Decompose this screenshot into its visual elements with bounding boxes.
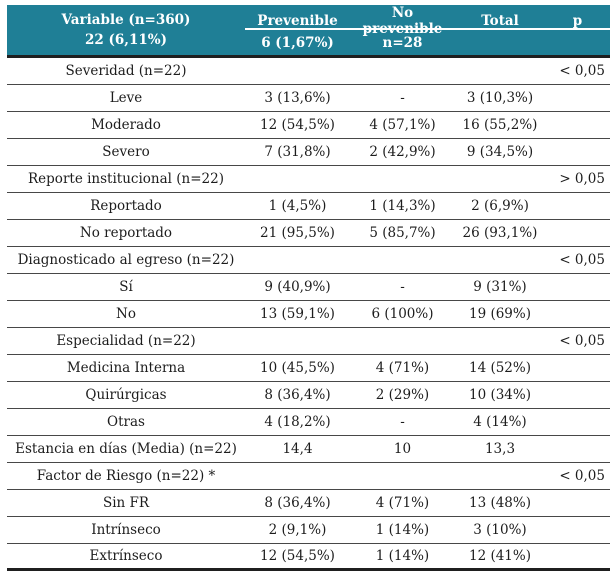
- table-row: [7, 544, 610, 571]
- cell-prevenible: 2 (9,1%): [268, 522, 327, 538]
- cell-total: 13 (48%): [468, 495, 531, 511]
- cell-p: < 0,05: [559, 333, 605, 349]
- row-label: Severidad (n=22): [65, 63, 187, 79]
- row-label: Reportado: [90, 198, 162, 214]
- header-subrow: [245, 30, 610, 55]
- table-row: [7, 382, 610, 409]
- cell-prevenible: 13 (59,1%): [260, 306, 335, 322]
- table-row: [7, 166, 610, 193]
- row-label: No reportado: [79, 225, 173, 241]
- table-row: [7, 490, 610, 517]
- table-row: [7, 436, 610, 463]
- header-column-labels: [245, 5, 610, 37]
- table-row: [7, 112, 610, 139]
- cell-prevenible: 12 (54,5%): [260, 548, 335, 564]
- cell-no-prevenible: 2 (29%): [375, 387, 430, 403]
- row-label: Reporte institucional (n=22): [28, 171, 224, 187]
- header-variable-line2: 22 (6,11%): [85, 32, 167, 48]
- table-row: [7, 328, 610, 355]
- cell-p: > 0,05: [559, 171, 605, 187]
- cell-p: < 0,05: [559, 468, 605, 484]
- table-row: [7, 193, 610, 220]
- cell-prevenible: 10 (45,5%): [260, 360, 335, 376]
- row-label: Especialidad (n=22): [56, 333, 196, 349]
- header-variable-line1: Variable (n=360): [61, 11, 191, 28]
- cell-total: 2 (6,9%): [471, 198, 529, 214]
- row-label: Extrínseco: [89, 548, 163, 564]
- cell-no-prevenible: 1 (14,3%): [369, 198, 436, 214]
- row-label: Estancia en días (Media) (n=22): [15, 441, 237, 457]
- cell-no-prevenible: -: [400, 279, 405, 295]
- row-label: Sin FR: [102, 495, 150, 511]
- table-row: [7, 58, 610, 85]
- cell-no-prevenible: -: [400, 414, 405, 430]
- cell-no-prevenible: 4 (71%): [375, 495, 430, 511]
- header-cell-variable: [7, 5, 245, 55]
- cell-no-prevenible: 2 (42,9%): [369, 144, 436, 160]
- cell-total: 10 (34%): [468, 387, 531, 403]
- cell-prevenible: 21 (95,5%): [260, 225, 335, 241]
- header-cell-total: Total: [481, 13, 519, 29]
- cell-total: 12 (41%): [468, 548, 531, 564]
- table-row: [7, 301, 610, 328]
- table-row: [7, 139, 610, 166]
- cell-prevenible: 7 (31,8%): [264, 144, 331, 160]
- cell-prevenible: 4 (18,2%): [264, 414, 331, 430]
- table-row: [7, 85, 610, 112]
- cell-total: 26 (93,1%): [462, 225, 538, 241]
- table-row: [7, 247, 610, 274]
- cell-no-prevenible: 1 (14%): [375, 522, 430, 538]
- preventability-table: [7, 5, 610, 571]
- cell-prevenible: 8 (36,4%): [264, 495, 331, 511]
- row-label: Leve: [109, 90, 143, 106]
- cell-total: 13,3: [484, 441, 516, 457]
- cell-total: 3 (10,3%): [466, 90, 534, 106]
- cell-total: 14 (52%): [468, 360, 531, 376]
- table-row: [7, 220, 610, 247]
- cell-no-prevenible: -: [400, 90, 405, 106]
- row-label: Sí: [119, 279, 133, 295]
- row-label: Medicina Interna: [66, 360, 186, 376]
- cell-prevenible: 3 (13,6%): [264, 90, 331, 106]
- cell-no-prevenible: 10: [393, 441, 412, 457]
- table-row: [7, 463, 610, 490]
- table-row: [7, 517, 610, 544]
- table-row: [7, 355, 610, 382]
- cell-total: 19 (69%): [468, 306, 531, 322]
- cell-p: < 0,05: [559, 252, 605, 268]
- table-row: [7, 274, 610, 301]
- header-cell-prevenible: Prevenible: [257, 13, 338, 29]
- row-label: Intrínseco: [91, 522, 161, 538]
- cell-total: 9 (31%): [473, 279, 527, 295]
- cell-total: 9 (34,5%): [466, 144, 534, 160]
- cell-total: 4 (14%): [473, 414, 527, 430]
- row-label: No: [116, 306, 136, 322]
- table-body: [7, 58, 610, 571]
- cell-no-prevenible: 5 (85,7%): [369, 225, 436, 241]
- header-subcell-prevenible: 6 (1,67%): [261, 34, 334, 51]
- cell-no-prevenible: 6 (100%): [371, 306, 434, 322]
- table-header: [7, 5, 610, 58]
- cell-total: 3 (10%): [473, 522, 527, 538]
- cell-no-prevenible: 1 (14%): [375, 548, 430, 564]
- row-label: Otras: [107, 414, 145, 430]
- row-label: Factor de Riesgo (n=22) *: [36, 468, 216, 484]
- row-label: Quirúrgicas: [85, 387, 167, 403]
- header-subcell-no-prevenible: n=28: [382, 34, 423, 51]
- cell-prevenible: 14,4: [282, 441, 313, 457]
- header-cell-p: p: [572, 13, 583, 29]
- row-label: Diagnosticado al egreso (n=22): [17, 252, 235, 268]
- header-right-block: [245, 5, 610, 55]
- row-label: Severo: [102, 144, 150, 160]
- cell-prevenible: 12 (54,5%): [260, 117, 335, 133]
- cell-prevenible: 1 (4,5%): [268, 198, 327, 214]
- header-cell-no-prevenible: No prevenible: [362, 5, 443, 37]
- cell-prevenible: 8 (36,4%): [264, 387, 331, 403]
- cell-p: < 0,05: [559, 63, 605, 79]
- cell-no-prevenible: 4 (71%): [375, 360, 430, 376]
- cell-prevenible: 9 (40,9%): [264, 279, 331, 295]
- cell-total: 16 (55,2%): [462, 117, 538, 133]
- table-row: [7, 409, 610, 436]
- cell-no-prevenible: 4 (57,1%): [369, 117, 436, 133]
- row-label: Moderado: [91, 117, 161, 133]
